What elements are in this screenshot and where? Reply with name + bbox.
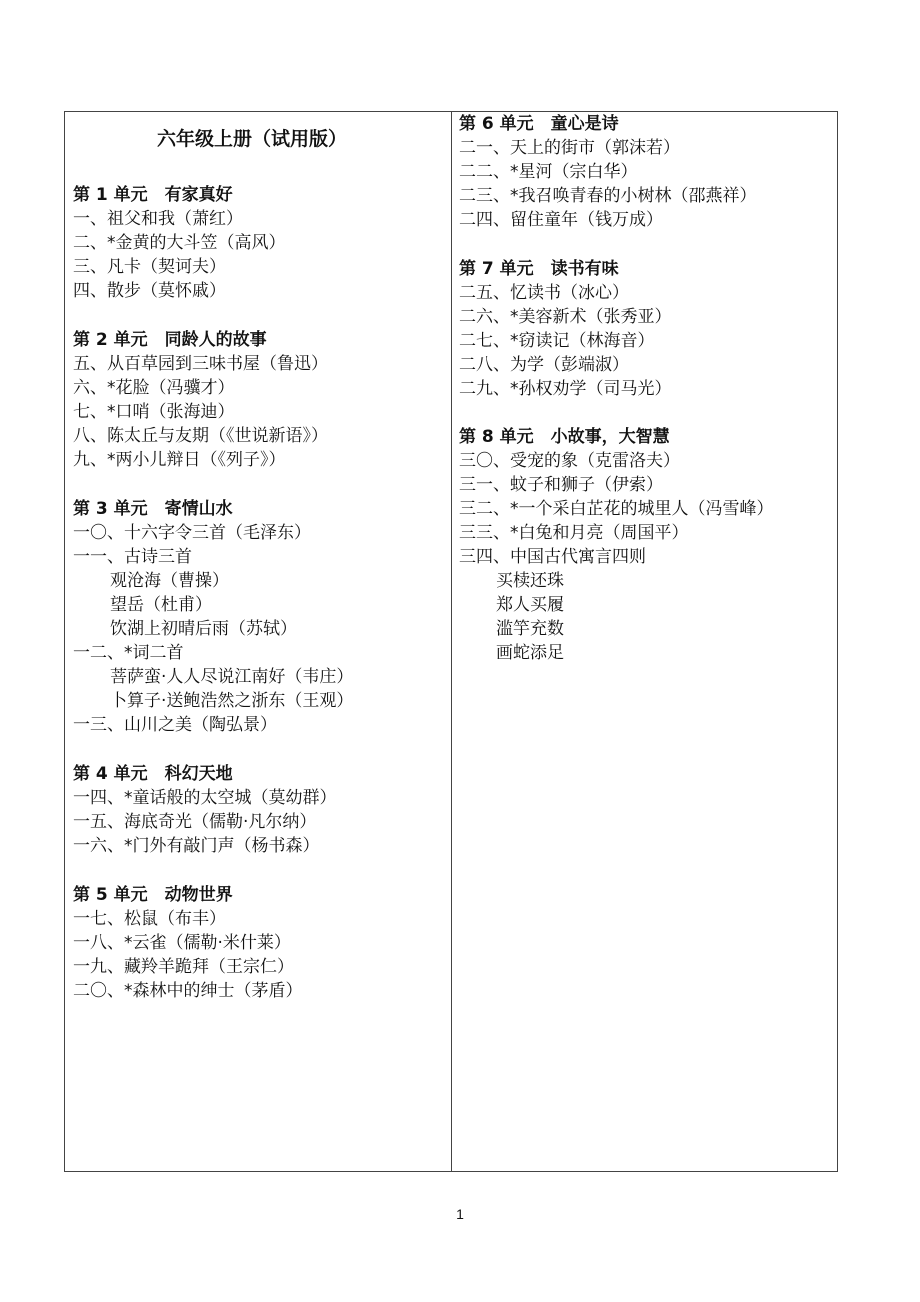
lesson-item: 二〇、*森林中的绅士（茅盾） (73, 981, 303, 1001)
lesson-item: 二三、*我召唤青春的小树林（邵燕祥） (459, 186, 757, 206)
lesson-item: 四、散步（莫怀戚） (73, 281, 226, 301)
unit-heading: 第 4 单元 科幻天地 (73, 764, 233, 784)
lesson-item: 二六、*美容新术（张秀亚） (459, 307, 672, 327)
lesson-item: 二七、*窃读记（林海音） (459, 331, 655, 351)
lesson-item: 三一、蚊子和狮子（伊索） (459, 475, 663, 495)
lesson-item: 一八、*云雀（儒勒·米什莱） (73, 933, 291, 953)
lesson-item: 一九、藏羚羊跪拜（王宗仁） (73, 957, 294, 977)
lesson-item: 五、从百草园到三味书屋（鲁迅） (73, 354, 328, 374)
unit-heading: 第 1 单元 有家真好 (73, 185, 233, 205)
lesson-item: 三三、*白兔和月亮（周国平） (459, 523, 689, 543)
sub-item: 观沧海（曹操） (110, 571, 229, 591)
lesson-item: 一七、松鼠（布丰） (73, 909, 226, 929)
sub-item: 滥竽充数 (496, 619, 564, 639)
lesson-item: 二四、留住童年（钱万成） (459, 210, 663, 230)
sub-item: 菩萨蛮·人人尽说江南好（韦庄） (110, 667, 354, 687)
lesson-item: 二九、*孙权劝学（司马光） (459, 379, 672, 399)
unit-heading: 第 6 单元 童心是诗 (459, 114, 619, 134)
lesson-item: 一、祖父和我（萧红） (73, 209, 243, 229)
unit-heading: 第 2 单元 同龄人的故事 (73, 330, 267, 350)
lesson-item: 二二、*星河（宗白华） (459, 162, 638, 182)
sub-item: 饮湖上初晴后雨（苏轼） (110, 619, 297, 639)
sub-item: 买椟还珠 (496, 571, 564, 591)
lesson-item: 六、*花脸（冯骥才） (73, 378, 235, 398)
unit-heading: 第 7 单元 读书有味 (459, 259, 619, 279)
lesson-item: 一六、*门外有敲门声（杨书森） (73, 836, 320, 856)
lesson-item: 三〇、受宠的象（克雷洛夫） (459, 451, 680, 471)
lesson-item: 七、*口哨（张海迪） (73, 402, 235, 422)
page-title: 六年级上册（试用版） (157, 128, 348, 150)
lesson-item: 三四、中国古代寓言四则 (459, 547, 646, 567)
lesson-item: 一〇、十六字令三首（毛泽东） (73, 523, 311, 543)
lesson-item: 二一、天上的街市（郭沫若） (459, 138, 680, 158)
page-number: 1 (456, 1206, 464, 1222)
unit-heading: 第 3 单元 寄情山水 (73, 499, 233, 519)
lesson-item: 一四、*童话般的太空城（莫幼群） (73, 788, 337, 808)
lesson-item: 九、*两小儿辩日（《列子》） (73, 450, 286, 470)
lesson-item: 二五、忆读书（冰心） (459, 283, 629, 303)
lesson-item: 一三、山川之美（陶弘景） (73, 715, 277, 735)
sub-item: 郑人买履 (496, 595, 564, 615)
sub-item: 望岳（杜甫） (110, 595, 212, 615)
lesson-item: 二、*金黄的大斗笠（高风） (73, 233, 286, 253)
unit-heading: 第 8 单元 小故事，大智慧 (459, 427, 670, 447)
contents-table (64, 111, 838, 1172)
sub-item: 画蛇添足 (496, 643, 564, 663)
unit-heading: 第 5 单元 动物世界 (73, 885, 233, 905)
lesson-item: 八、陈太丘与友期（《世说新语》） (73, 426, 328, 446)
lesson-item: 一一、古诗三首 (73, 547, 192, 567)
lesson-item: 三、凡卡（契诃夫） (73, 257, 226, 277)
lesson-item: 三二、*一个采白芷花的城里人（冯雪峰） (459, 499, 774, 519)
lesson-item: 一二、*词二首 (73, 643, 184, 663)
column-divider (451, 112, 452, 1171)
lesson-item: 一五、海底奇光（儒勒·凡尔纳） (73, 812, 317, 832)
sub-item: 卜算子·送鲍浩然之浙东（王观） (110, 691, 354, 711)
lesson-item: 二八、为学（彭端淑） (459, 355, 629, 375)
